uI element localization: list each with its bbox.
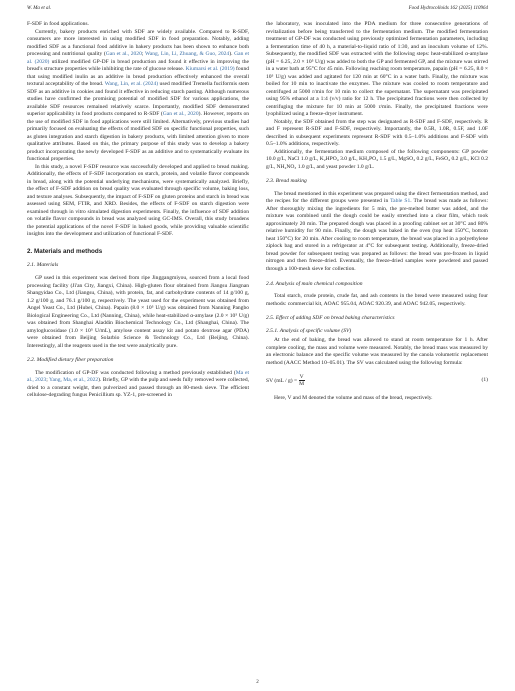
citation-link[interactable]: Gan et al., 2020 — [105, 51, 142, 58]
citation-link[interactable]: Gan et al. (2020) — [27, 51, 250, 65]
paragraph: GP used in this experiment was derived from ripe Jinggangmiyou, sourced from a local food processing facility (Ji'an City, Jiangxi, China). High-gluten flour obtained from Jiangsu Jiangnan Shangyidao Co., Ltd (Jiangsu, China), with protein, fat, and carbohydrate contents of 14 g/100 g, 1.2 g/100 g, and 76.1 g/100 g, respectively. The yeast used for the experiment was obtained from Angel Yeast Co., Ltd (Hubei, China). Papain (8.0 × 10⁵ U/g) was obtained from Nanning Pangbo Biological Engineering Co., Ltd (Nanning, China), while heat-stabilized α-amylase (2.0 × 10⁵ U/g) was obtained from Shanghai Aladdin Biochemical Technology Co., Ltd (Shanghai, China). The amyloglucosidase (1.0 × 10⁵ U/mL), amylose content assay kit and potato dextrose agar (PDA) were obtained from Beijing Solarbio Science & Technology Co., Ltd (Beijing, China). Interestingly, all the reagents used in the test were analytically pure. — [27, 274, 249, 349]
running-header — [27, 6, 488, 16]
citation-link[interactable]: Kiumarsi et al. (2019) — [185, 66, 235, 73]
citation-link[interactable]: Gan et al., 2020 — [162, 111, 199, 118]
paragraph: Additionally, the fermentation medium composed of the following components: GP powder 10.0 g/L, NaCl 1.0 g/L, K₂HPO₄ 3.0 g/L, KH₂PO₄ 1.5 g/L, MgSO₄ 0.2 g/L, FeSO₄ 0.2 g/L, KCl 0.2 g/L, NH₄NO₃ 1.0 g/L, and yeast powder 1.0 g/L. — [266, 148, 488, 170]
paragraph: the laboratory, was inoculated into the PDA medium for three consecutive generations of revitalization before being transferred to the fermentation medium. The modified fermentation treatment of GP-DF was conducted using previously optimized fermentation parameters, including a fermentation time of 40 h, a material-to-liquid ratio of 1:30, and an inoculum volume of 12%. Subsequently, the modified SDF was extracted with the following steps: heat-stabilized α-amylase (pH = 6.25, 2.0 × 10⁵ U/g) was added to both the GP and fermented GP, and the mixture was stirred in a water bath at 95°C for 45 min. Following reaching room temperature, papain (pH = 6.25, 8.0 × 10⁵ U/g) was added and agitated for 120 min at 60°C in a water bath. Finally, the mixture was boiled for 10 min to inactivate the enzymes. The mixture was cooled to room temperature and centrifuged at 5000 r/min for 10 min to collect the supernatant. The supernatant was precipitated using 95% ethanol at a 1:4 (v/v) ratio for 12 h. The precipitated fractions were then collected by centrifuging the mixture for 10 min at 5000 r/min. Finally, the precipitated fractions were lyophilized using a freeze-dryer instrument. — [266, 21, 488, 118]
paragraph: Total starch, crude protein, crude fat, and ash contents in the bread were measured using four methods: commercial kit, AOAC 955.04, AOAC 920.39, and AOAC 942.05, respectively. — [266, 293, 488, 307]
citation-link[interactable]: Wang, Lin, et al. (2024) — [104, 81, 159, 88]
citation-link[interactable]: Ma et al., 2023 — [27, 369, 249, 384]
section-heading: 2. Materials and methods — [27, 247, 103, 255]
equation-denominator: M — [299, 381, 305, 388]
citation-link[interactable]: Yang, Ma, et al., 2022 — [49, 377, 99, 384]
subsection-heading: 2.1. Materials — [27, 262, 59, 269]
equation-number: (1) — [481, 376, 488, 383]
equation-fraction — [299, 374, 305, 387]
equation-numerator: V — [299, 374, 304, 381]
header-authors: W. Ma et al. — [27, 6, 52, 11]
paragraph: Currently, bakery products enriched with SDF are widely available. Compared to R-SDF, consumers are more interested in using modified SDF in food preparation. Notably, adding modified SDF as a functional food additive in bakery products has been shown to enhance both processing and nutritional quality (Gan et al., 2020; Wang, Lin, Li, Zhuang, & Guo, 2024). Gan et al. (2020) utilized modified GP-DF in bread production and found it effective in improving the bread's structure properties while inhibiting the rate of glucose release. Kiumarsi et al. (2019) found that using modified inulin as an additive in bread production effectively enhanced the overall textural acceptability of the bread. Wang, Lin, et al. (2024) used modified Tremella fuciformis stem SDF as an additive in cookies and found it effective in reducing starch pasting. Although numerous studies have confirmed the promising potential of modified SDF for various applications, the available SDF resources remained relatively scarce. Importantly, modified SDF demonstrated superior applicability in food products compared to R-SDF (Gan et al., 2020). However, reports on the use of modified SDF in food applications were still limited. Alternatively, previous studies had primarily focused on evaluating the effects of modified SDF on specific functional properties, such as gluten integration and starch digestion in bakery products, with limited attention given to more qualitative attributes. Based on this, the primary purpose of this study was to develop a bakery product incorporating the newly developed F-SDF as an additive and to systematically evaluate its functional properties. — [27, 28, 250, 163]
paragraph: At the end of baking, the bread was allowed to stand at room temperature for 1 h. After complete cooling, the mass and volume were measured. Notably, the bread mass was measured by an electronic balance and the specific volume was measured by the canola volumetric replacement method (AACC Method 10–05.01). The SV was calculated using the following formula: — [266, 337, 488, 366]
paragraph: The bread mentioned in this experiment was prepared using the direct fermentation method, and the recipes for the different groups were presented in Table S1. The bread was made as follows: After thoroughly mixing the ingredients for 5 min, the pre-melted butter was added, and the mixture was combined until the dough could be easily stretched into a clear film, which took approximately 20 min. The prepared dough was placed in a proofing cabinet set at 30°C and 80% relative humidity for 90 min. Finally, the dough was baked in the oven (top heat 150°C, bottom heat 150°C) for 20 min. After cooling to room temperature, the bread was placed in a polyethylene ziplock bag and stored in a refrigerator at 4°C for subsequent testing. Additionally, freeze-dried bread powder for subsequent testing was prepared as follows: the bread was pre-frozen in liquid nitrogen and then freeze-dried. Eventually, the freeze-dried samples were powdered and passed through a 100-mesh sieve for collection. — [266, 190, 488, 272]
subsection-heading: 2.4. Analysis of main chemical composition — [266, 280, 363, 287]
citation-link[interactable]: Wang, Lin, Li, Zhuang, & Guo, 2024 — [144, 51, 230, 58]
supplementary-table-link[interactable]: Table S1 — [390, 198, 411, 205]
subsection-heading: 2.2. Modified dietary fiber preparation — [27, 357, 114, 364]
left-column — [27, 21, 249, 400]
subsection-heading: 2.5. Effect of adding SDF on bread baking characteristics — [266, 315, 395, 322]
paragraph: F-SDF in food applications. — [27, 21, 89, 27]
header-journal: Food Hydrocolloids 162 (2025) 110964 — [408, 6, 488, 11]
equation — [266, 374, 488, 387]
equation-body — [266, 374, 305, 387]
paragraph: The modification of GP-DF was conducted following a method previously established (Ma et al., 2023; Yang, Ma, et al., 2022). Briefly, GP with the pulp and seeds fully removed were collected, dried to a constant weight, then pulverized and passed through an 80-mesh sieve. The efficient cellulose-degrading fungus Penicillium sp. YZ-1, pre-screened in — [27, 369, 249, 399]
right-column — [266, 21, 488, 403]
page-number: 2 — [256, 680, 259, 685]
paragraph: Notably, the SDF obtained from the step was designated as R-SDF and F-SDF, respectively. R and F represent R-SDF and F-SDF, respectively. Importantly, the 0.5R, 1.0R, 0.5F, and 1.0F described in subsequent experiments represent R-SDF with 0.5–1.0% additions and F-SDF with 0.5–1.0% additions, respectively. — [266, 118, 488, 148]
equation-lhs: SV (mL / g) = — [266, 377, 299, 384]
subsubsection-heading: 2.5.1. Analysis of specific volume (SV) — [266, 327, 352, 334]
subsection-heading: 2.3. Bread making — [266, 178, 307, 185]
paragraph: Here, V and M denoted the volume and mass of the bread, respectively. — [274, 395, 433, 402]
paragraph: In this study, a novel F-SDF resource was successfully developed and applied to bread making. Additionally, the effects of F-SDF incorporation on starch, protein, and volatile flavor compounds in bread, along with the potential underlying mechanisms, were systematically analyzed. Briefly, the effect of F-SDF addition on bread quality was evaluated through specific volume, baking loss, and texture analyses. Subsequently, the impact of F-SDF on gluten proteins and starch in bread was assessed using SEM, FTIR, and XRD. Besides, the effects of F-SDF on starch digestion were examined through in vitro simulated digestion experiments. Finally, the influence of SDF addition on volatile flavor compounds in bread was analyzed using GC-IMS. Overall, this study broadens the potential applications of the novel F-SDF in baked goods, while providing valuable scientific insights into the development and utilization of functional F-SDF. — [27, 163, 249, 238]
